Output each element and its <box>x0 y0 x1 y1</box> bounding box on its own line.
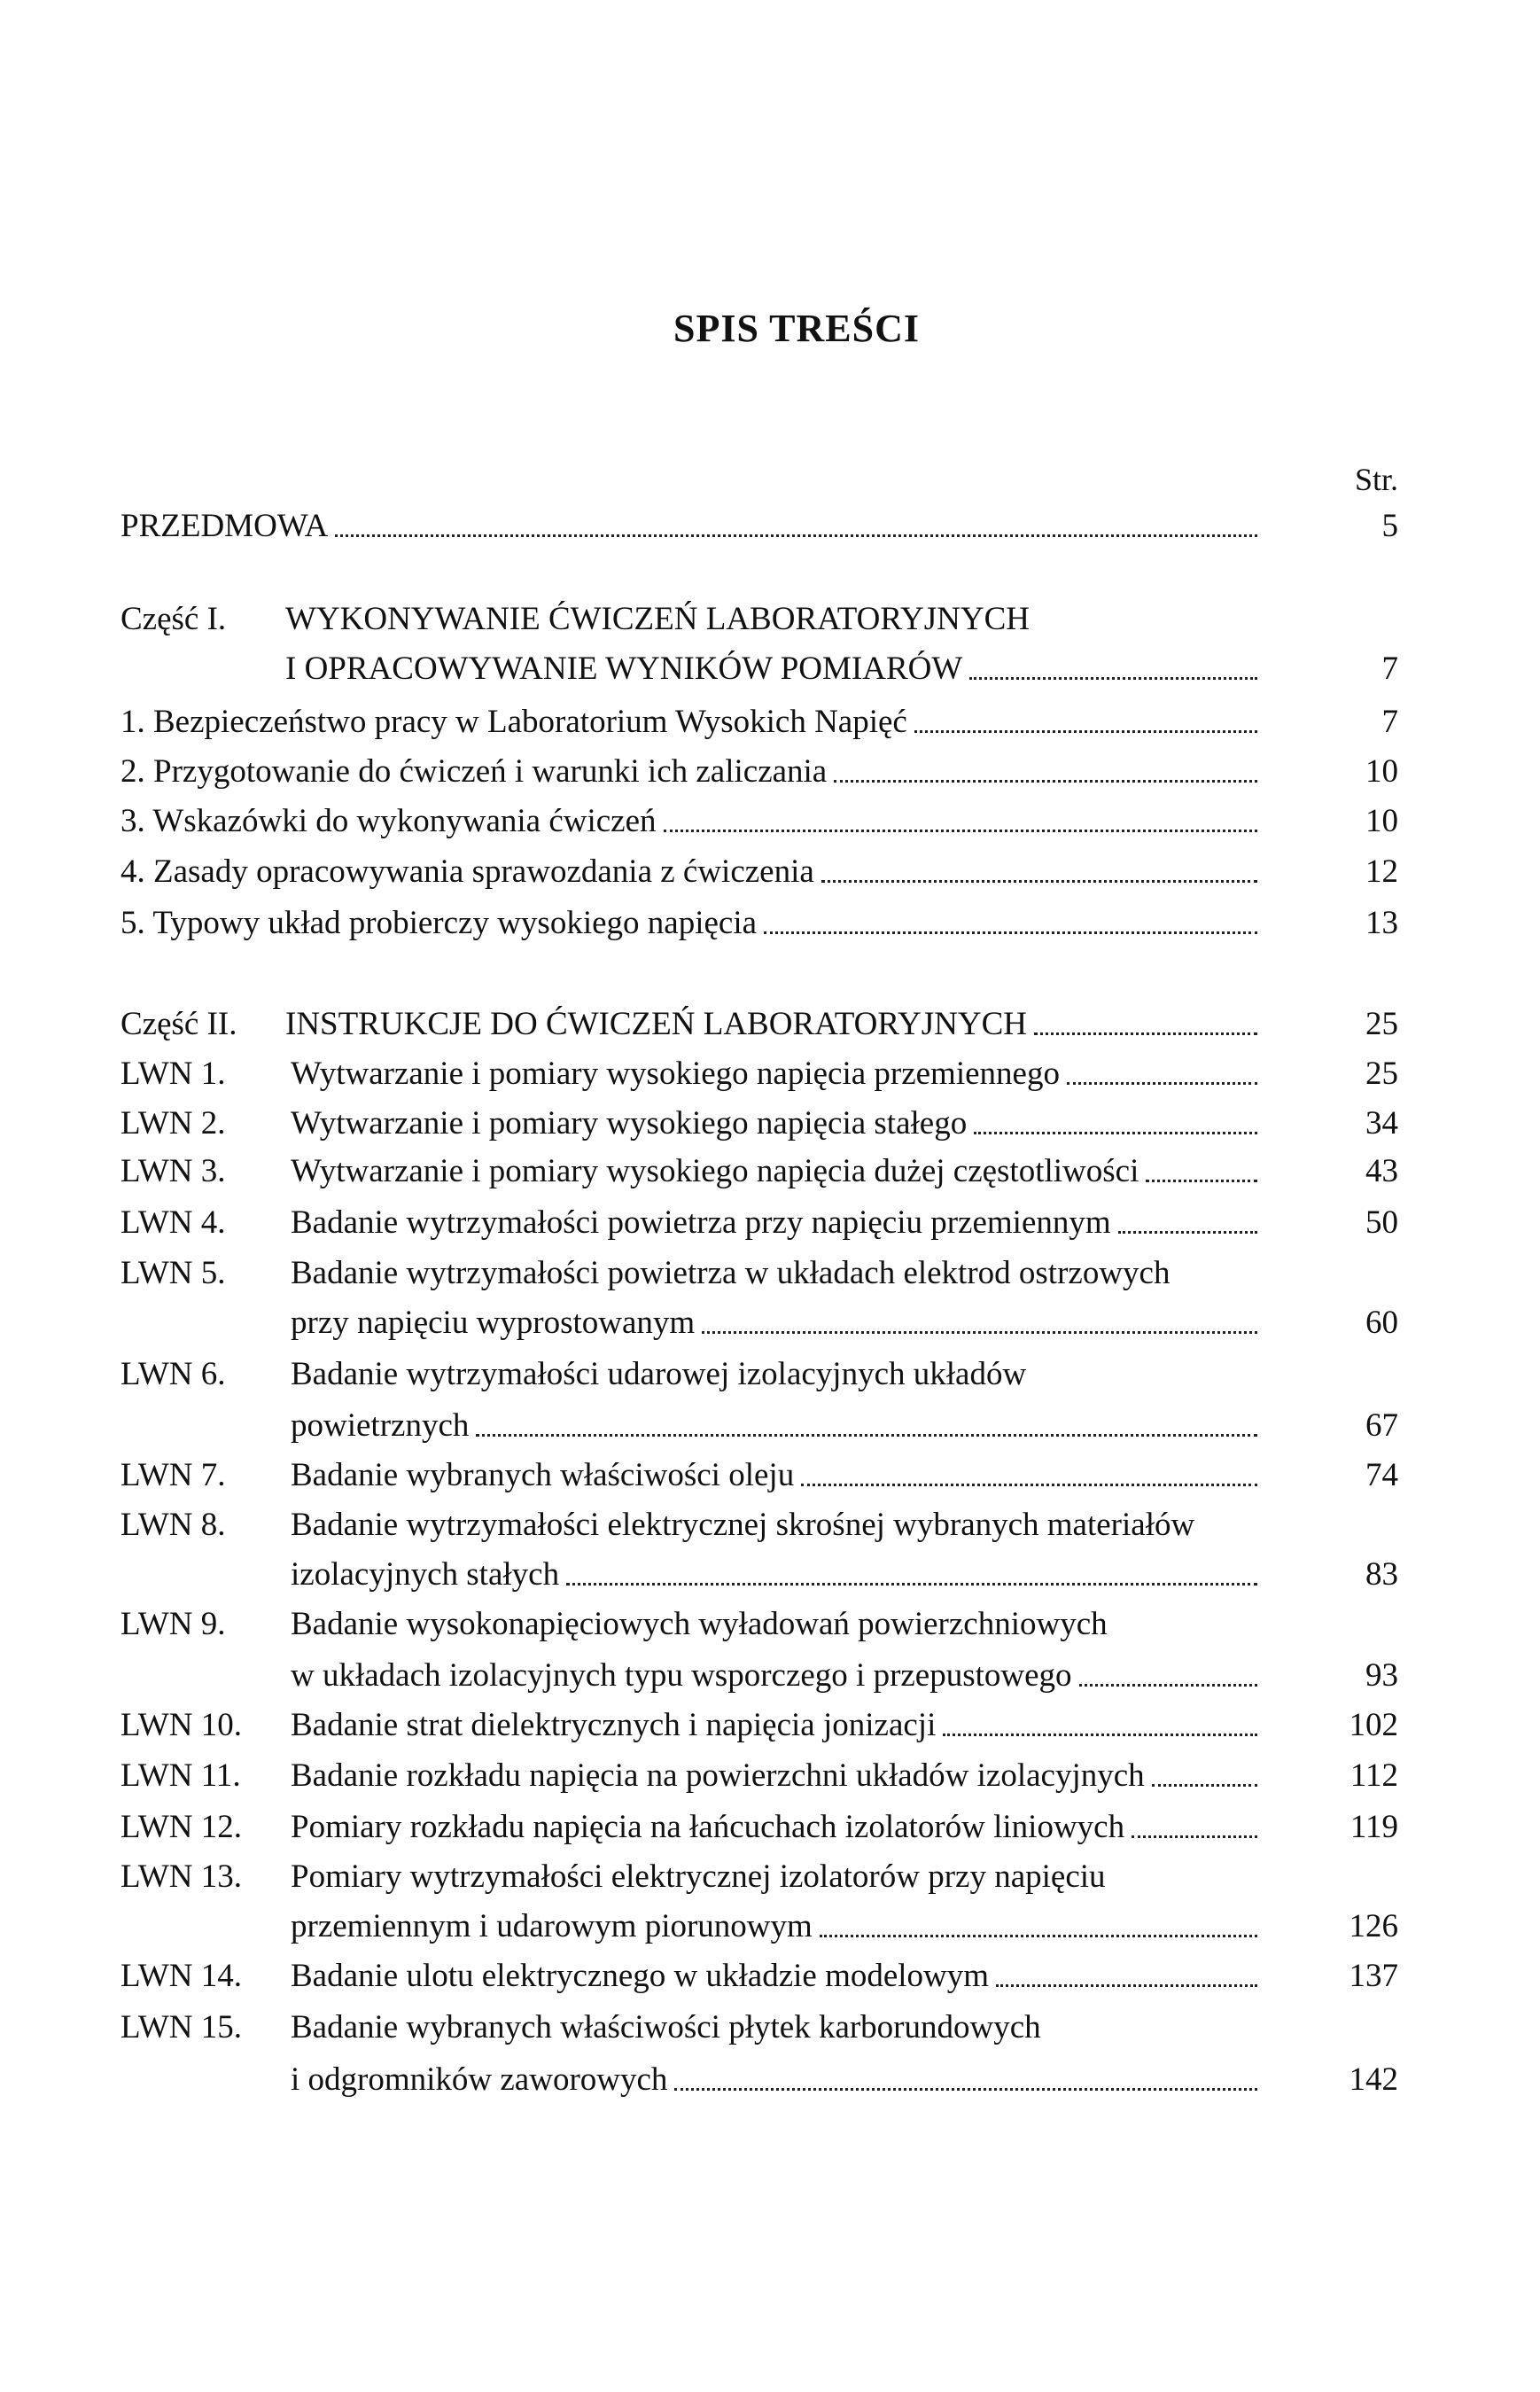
dot-leader <box>914 730 1257 733</box>
page-number: 43 <box>1365 1153 1398 1189</box>
toc-entry-continuation <box>121 2060 1398 2100</box>
toc-entry-continuation <box>121 1554 1398 1595</box>
toc-entry <box>121 1756 1398 1796</box>
entry-title: Badanie strat dielektrycznych i napięcia jonizacji <box>291 1707 937 1743</box>
page-number: 25 <box>1365 1056 1398 1092</box>
entry-title: izolacyjnych stałych <box>291 1556 560 1593</box>
page-number: 5 <box>1381 508 1398 544</box>
dot-leader <box>834 780 1257 783</box>
page-number: 74 <box>1365 1457 1398 1493</box>
dot-leader <box>801 1484 1257 1486</box>
toc-entry <box>121 1505 1398 1546</box>
page-number: 126 <box>1349 1908 1398 1944</box>
toc-entry <box>121 1253 1398 1294</box>
toc-entry <box>121 1604 1398 1645</box>
entry-label: LWN 7. <box>121 1457 226 1493</box>
toc-entry <box>121 801 1398 842</box>
entry-title: przy napięciu wyprostowanym <box>291 1305 696 1341</box>
entry-title: INSTRUKCJE DO ĆWICZEŃ LABORATORYJNYCH <box>285 1006 1027 1042</box>
page-title: SPIS TREŚCI <box>673 307 920 350</box>
toc-entry <box>121 1151 1398 1192</box>
dot-leader <box>1067 1082 1257 1085</box>
page-number: 119 <box>1349 1809 1398 1845</box>
entry-label: LWN 11. <box>121 1757 241 1794</box>
toc-entry-continuation <box>121 1906 1398 1947</box>
entry-label: LWN 12. <box>121 1809 242 1845</box>
toc-entry <box>121 1054 1398 1095</box>
page-number: 7 <box>1381 651 1398 687</box>
toc-entry-continuation <box>121 649 1398 690</box>
entry-title: 1. Bezpieczeństwo pracy w Laboratorium Wysokich Napięć <box>121 704 907 740</box>
entry-title: 5. Typowy układ probierczy wysokiego napięcia <box>121 905 758 941</box>
entry-label: LWN 10. <box>121 1707 242 1743</box>
entry-label: LWN 3. <box>121 1153 226 1189</box>
toc-entry <box>121 1857 1398 1897</box>
entry-title: Wytwarzanie i pomiary wysokiego napięcia stałego <box>291 1105 968 1141</box>
page-number: 10 <box>1365 803 1398 839</box>
page-number: 137 <box>1349 1958 1398 1994</box>
entry-title: Badanie wybranych właściwości płytek karborundowych <box>291 2009 1041 2045</box>
toc-entry <box>121 1103 1398 1144</box>
dot-leader <box>674 2088 1257 2091</box>
page-number: 83 <box>1365 1556 1398 1593</box>
entry-title: Badanie rozkładu napięcia na powierzchni układów izolacyjnych <box>291 1757 1145 1794</box>
toc-entry <box>121 1705 1398 1746</box>
entry-label: LWN 6. <box>121 1356 226 1392</box>
page-number: 34 <box>1365 1105 1398 1141</box>
entry-title: Wytwarzanie i pomiary wysokiego napięcia przemiennego <box>291 1056 1060 1092</box>
toc-entry <box>121 1354 1398 1395</box>
dot-leader <box>943 1734 1257 1736</box>
entry-title: Pomiary rozkładu napięcia na łańcuchach izolatorów liniowych <box>291 1809 1125 1845</box>
dot-leader <box>1034 1032 1257 1035</box>
page-number: 60 <box>1365 1305 1398 1341</box>
entry-title: 2. Przygotowanie do ćwiczeń i warunki ich zaliczania <box>121 753 828 790</box>
entry-title: Wytwarzanie i pomiary wysokiego napięcia dużej częstotliwości <box>291 1153 1139 1189</box>
entry-title: Badanie wybranych właściwości oleju <box>291 1457 795 1493</box>
dot-leader <box>1146 1180 1257 1182</box>
entry-title: Badanie wysokonapięciowych wyładowań powierzchniowych <box>291 1606 1108 1642</box>
toc-entry <box>121 752 1398 792</box>
dot-leader <box>969 677 1257 680</box>
toc-entry-continuation <box>121 1656 1398 1696</box>
entry-label: LWN 8. <box>121 1507 226 1543</box>
page-number: 13 <box>1365 905 1398 941</box>
dot-leader <box>974 1132 1257 1134</box>
page-number: 50 <box>1365 1204 1398 1241</box>
entry-title: Badanie wytrzymałości powietrza przy napięciu przemiennym <box>291 1204 1111 1241</box>
entry-title: Badanie ulotu elektrycznego w układzie modelowym <box>291 1958 990 1994</box>
entry-label: LWN 5. <box>121 1255 226 1291</box>
entry-title: PRZEDMOWA <box>121 508 329 544</box>
dot-leader <box>566 1583 1257 1586</box>
dot-leader <box>820 1935 1257 1937</box>
toc-entry <box>121 1203 1398 1243</box>
dot-leader <box>702 1331 1257 1334</box>
toc-entry-continuation <box>121 1406 1398 1446</box>
page-column-label: Str. <box>1354 462 1398 497</box>
dot-leader <box>996 1984 1257 1987</box>
dot-leader <box>821 880 1257 883</box>
entry-label: LWN 15. <box>121 2009 242 2045</box>
entry-label: LWN 1. <box>121 1056 226 1092</box>
dot-leader <box>664 830 1257 832</box>
dot-leader <box>1118 1231 1257 1234</box>
entry-label: LWN 14. <box>121 1958 242 1994</box>
entry-label: LWN 2. <box>121 1105 226 1141</box>
page-number: 10 <box>1365 753 1398 790</box>
page-number: 102 <box>1349 1707 1398 1743</box>
toc-entry <box>121 1004 1398 1045</box>
entry-title: Badanie wytrzymałości udarowej izolacyjnych układów <box>291 1356 1027 1392</box>
entry-title: i odgromników zaworowych <box>291 2061 668 2098</box>
entry-label: LWN 4. <box>121 1204 226 1241</box>
toc-entry <box>121 599 1398 640</box>
toc-entry <box>121 1455 1398 1496</box>
page-number: 25 <box>1365 1006 1398 1042</box>
entry-title: powietrznych <box>291 1407 470 1444</box>
toc-entry <box>121 903 1398 944</box>
entry-label: LWN 9. <box>121 1606 226 1642</box>
toc-entry <box>121 702 1398 743</box>
page-number: 93 <box>1365 1657 1398 1694</box>
toc-entry <box>121 852 1398 892</box>
entry-label: Część I. <box>121 601 227 637</box>
page-number: 112 <box>1349 1757 1398 1794</box>
entry-title: Badanie wytrzymałości powietrza w układach elektrod ostrzowych <box>291 1255 1171 1291</box>
dot-leader <box>335 534 1257 537</box>
entry-title: 4. Zasady opracowywania sprawozdania z ćwiczenia <box>121 853 814 890</box>
toc-entry <box>121 1807 1398 1848</box>
entry-label: LWN 13. <box>121 1858 242 1895</box>
page-number: 142 <box>1349 2061 1398 2098</box>
dot-leader <box>764 931 1257 934</box>
dot-leader <box>1132 1835 1257 1838</box>
dot-leader <box>476 1434 1257 1437</box>
entry-title: w układach izolacyjnych typu wsporczego i przepustowego <box>291 1657 1072 1694</box>
entry-label: Część II. <box>121 1006 237 1042</box>
entry-title: przemiennym i udarowym piorunowym <box>291 1908 813 1944</box>
entry-title: I OPRACOWYWANIE WYNIKÓW POMIARÓW <box>285 651 963 687</box>
toc-entry <box>121 506 1398 547</box>
page-number: 7 <box>1381 704 1398 740</box>
entry-title: Badanie wytrzymałości elektrycznej skrośnej wybranych materiałów <box>291 1507 1195 1543</box>
page-number: 12 <box>1365 853 1398 890</box>
entry-title: Pomiary wytrzymałości elektrycznej izolatorów przy napięciu <box>291 1858 1106 1895</box>
entry-title: 3. Wskazówki do wykonywania ćwiczeń <box>121 803 657 839</box>
page-number: 67 <box>1365 1407 1398 1444</box>
toc-entry <box>121 2007 1398 2048</box>
toc-entry <box>121 1956 1398 1997</box>
entry-title: WYKONYWANIE ĆWICZEŃ LABORATORYJNYCH <box>285 601 1030 637</box>
dot-leader <box>1079 1684 1257 1687</box>
dot-leader <box>1152 1784 1257 1787</box>
toc-entry-continuation <box>121 1303 1398 1344</box>
